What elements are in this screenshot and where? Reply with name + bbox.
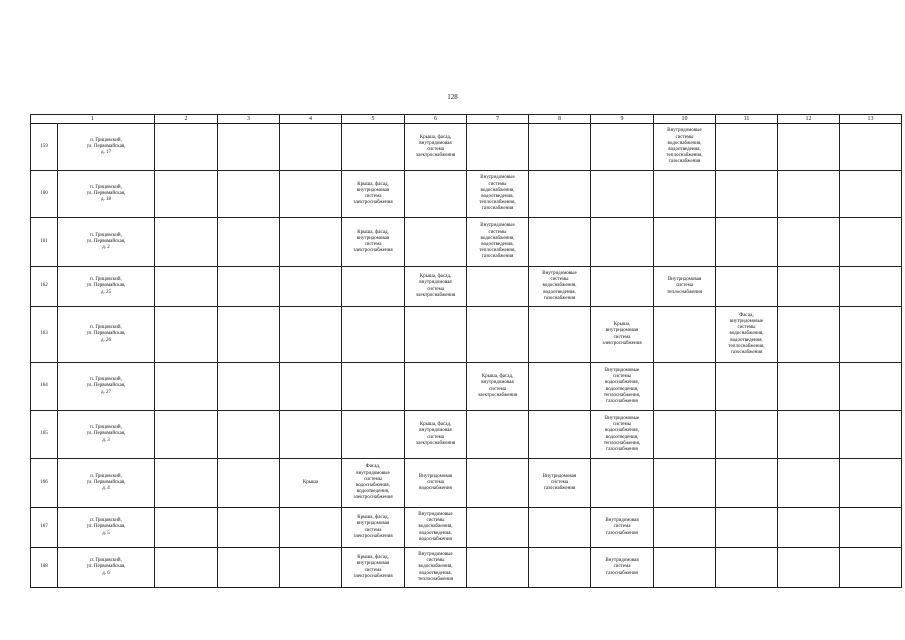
work-cell — [218, 218, 280, 267]
row-number: 164 — [31, 363, 58, 411]
address-cell: п. Грицовский, ул. Первомайская, д. 25 — [58, 267, 155, 307]
table-row — [31, 171, 902, 218]
column-header: 2 — [155, 115, 218, 124]
column-header: 10 — [654, 115, 716, 124]
work-cell — [467, 267, 529, 307]
row-number: 159 — [31, 124, 58, 171]
work-cell — [778, 171, 840, 218]
address-cell: п. Грицовский, ул. Первомайская, д. 18 — [58, 171, 155, 218]
address-cell: п. Грицовский, ул. Первомайская, д. 17 — [58, 124, 155, 171]
work-cell: Внутридомовая система газоснабжения — [591, 548, 654, 588]
work-cell — [591, 459, 654, 508]
work-cell — [280, 171, 342, 218]
work-cell — [778, 459, 840, 508]
column-header: 1 — [31, 115, 155, 124]
work-cell — [155, 508, 218, 548]
work-cell — [342, 307, 405, 363]
work-cell — [218, 124, 280, 171]
work-cell — [716, 459, 778, 508]
work-cell — [218, 508, 280, 548]
work-cell — [529, 307, 591, 363]
work-cell — [155, 459, 218, 508]
work-cell — [654, 363, 716, 411]
work-cell: Крыша, фасад, внутридомовая система электроснабжения — [405, 411, 467, 459]
work-cell — [529, 218, 591, 267]
work-cell — [716, 363, 778, 411]
work-cell — [716, 411, 778, 459]
work-cell: Внутридомовая система газоснабжения — [591, 508, 654, 548]
work-cell — [405, 363, 467, 411]
address-cell: п. Грицовский, ул. Первомайская, д. 27 — [58, 363, 155, 411]
work-cell — [529, 124, 591, 171]
work-cell: Крыша, фасад, внутридомовая система электроснабжения — [467, 363, 529, 411]
work-cell — [155, 307, 218, 363]
work-cell — [840, 171, 902, 218]
work-cell — [467, 411, 529, 459]
work-cell — [840, 267, 902, 307]
column-header: 6 — [405, 115, 467, 124]
work-cell — [654, 307, 716, 363]
work-cell: Внутридомовые системы водоснабжения, водоотведения, газоснабжения — [529, 267, 591, 307]
work-cell: Внутридомовые системы водоснабжения, водоотведения, теплоснабжения, газоснабжения — [654, 124, 716, 171]
work-cell — [155, 124, 218, 171]
work-cell — [778, 307, 840, 363]
work-cell — [778, 363, 840, 411]
work-cell: Внутридомовая система теплоснабжения — [654, 267, 716, 307]
address-cell: п. Грицовский, ул. Первомайская, д. 26 — [58, 307, 155, 363]
work-cell — [840, 363, 902, 411]
work-cell — [467, 124, 529, 171]
work-cell — [716, 218, 778, 267]
work-cell: Крыша, фасад, внутридомовая система электроснабжения — [342, 508, 405, 548]
address-cell: п. Грицовский, ул. Первомайская, д. 4 — [58, 459, 155, 508]
table-row — [31, 548, 902, 588]
work-cell: Крыша, фасад, внутридомовая система электроснабжения — [405, 124, 467, 171]
column-header: 8 — [529, 115, 591, 124]
work-cell — [218, 171, 280, 218]
column-header: 13 — [840, 115, 902, 124]
repair-schedule-table — [30, 114, 902, 588]
work-cell — [778, 218, 840, 267]
work-cell: Внутридомовые системы водоснабжения, водоотведения, водоснабжения — [405, 508, 467, 548]
work-cell — [342, 124, 405, 171]
work-cell — [218, 459, 280, 508]
work-cell — [280, 508, 342, 548]
work-cell: Крыша, фасад, внутридомовая система электроснабжения — [342, 548, 405, 588]
table-row — [31, 508, 902, 548]
work-cell — [840, 218, 902, 267]
column-header: 11 — [716, 115, 778, 124]
work-cell — [591, 267, 654, 307]
work-cell — [716, 548, 778, 588]
work-cell — [155, 363, 218, 411]
work-cell — [716, 171, 778, 218]
row-number: 161 — [31, 218, 58, 267]
work-cell: Внутридомовые системы водоснабжения, водоотведения, теплоснабжения, газоснабжения — [591, 411, 654, 459]
work-cell — [467, 459, 529, 508]
work-cell — [280, 363, 342, 411]
table-row — [31, 218, 902, 267]
work-cell — [529, 171, 591, 218]
work-cell — [654, 508, 716, 548]
row-number: 168 — [31, 548, 58, 588]
column-header: 9 — [591, 115, 654, 124]
work-cell — [342, 363, 405, 411]
work-cell — [218, 267, 280, 307]
work-cell: Внутридомовая система газоснабжения — [529, 459, 591, 508]
work-cell — [280, 307, 342, 363]
row-number: 165 — [31, 411, 58, 459]
work-cell — [840, 307, 902, 363]
work-cell — [280, 218, 342, 267]
work-cell — [342, 411, 405, 459]
work-cell: Внутридомовые системы водоснабжения, водоотведения, теплоснабжения, газоснабжения — [591, 363, 654, 411]
row-number: 162 — [31, 267, 58, 307]
row-number: 167 — [31, 508, 58, 548]
work-cell — [529, 548, 591, 588]
work-cell: Крыша, фасад, внутридомовая система электроснабжения — [342, 218, 405, 267]
column-header: 5 — [342, 115, 405, 124]
table-row — [31, 459, 902, 508]
page-number: 128 — [447, 93, 458, 101]
table-row — [31, 307, 902, 363]
column-header: 4 — [280, 115, 342, 124]
work-cell — [218, 363, 280, 411]
work-cell — [716, 267, 778, 307]
table-body — [31, 115, 902, 588]
work-cell — [654, 218, 716, 267]
row-number: 166 — [31, 459, 58, 508]
address-cell: п. Грицовский, ул. Первомайская, д. 5 — [58, 508, 155, 548]
work-cell: Крыша, внутридомовая система электроснабжения — [591, 307, 654, 363]
work-cell — [778, 548, 840, 588]
work-cell: Фасад, внутридомовые системы водоснабжения, водоотведения, теплоснабжения, газоснабжения — [716, 307, 778, 363]
work-cell — [840, 508, 902, 548]
work-cell — [467, 508, 529, 548]
work-cell — [529, 363, 591, 411]
work-cell — [778, 124, 840, 171]
work-cell — [591, 124, 654, 171]
work-cell: Фасад, внутридомовые системы водоснабжения, водоотведения, электроснабжения — [342, 459, 405, 508]
work-cell: Крыша, фасад, внутридомовая система электроснабжения — [342, 171, 405, 218]
row-number: 160 — [31, 171, 58, 218]
address-cell: п. Грицовский, ул. Первомайская, д. 3 — [58, 411, 155, 459]
work-cell — [840, 459, 902, 508]
work-cell — [654, 171, 716, 218]
work-cell — [280, 411, 342, 459]
row-number: 163 — [31, 307, 58, 363]
work-cell — [716, 124, 778, 171]
work-cell — [218, 548, 280, 588]
work-cell — [778, 411, 840, 459]
work-cell — [716, 508, 778, 548]
work-cell — [467, 307, 529, 363]
work-cell — [155, 218, 218, 267]
work-cell — [778, 508, 840, 548]
work-cell — [654, 548, 716, 588]
table-row — [31, 124, 902, 171]
table-row — [31, 267, 902, 307]
work-cell — [778, 267, 840, 307]
work-cell — [155, 267, 218, 307]
work-cell — [840, 124, 902, 171]
work-cell — [405, 307, 467, 363]
column-header: 12 — [778, 115, 840, 124]
table-row — [31, 363, 902, 411]
table-row — [31, 411, 902, 459]
work-cell — [591, 218, 654, 267]
work-cell — [218, 307, 280, 363]
column-header: 7 — [467, 115, 529, 124]
work-cell — [840, 411, 902, 459]
address-cell: п. Грицовский, ул. Первомайская, д. 2 — [58, 218, 155, 267]
work-cell — [840, 548, 902, 588]
work-cell — [529, 508, 591, 548]
work-cell: Крыша, фасад, внутридомовая система электроснабжения — [405, 267, 467, 307]
address-cell: п. Грицовский, ул. Первомайская, д. 6 — [58, 548, 155, 588]
work-cell — [280, 124, 342, 171]
work-cell — [591, 171, 654, 218]
work-cell: Внутридомовые системы водоснабжения, водоотведения, теплоснабжения, газоснабжения — [467, 171, 529, 218]
work-cell — [529, 411, 591, 459]
work-cell — [405, 171, 467, 218]
work-cell: Внутридомовая система водоснабжения — [405, 459, 467, 508]
work-cell — [280, 548, 342, 588]
work-cell — [155, 548, 218, 588]
column-header: 3 — [218, 115, 280, 124]
work-cell — [467, 548, 529, 588]
work-cell — [218, 411, 280, 459]
work-cell — [155, 171, 218, 218]
work-cell: Крыша — [280, 459, 342, 508]
header-row — [31, 115, 902, 124]
work-cell — [654, 411, 716, 459]
work-cell — [654, 459, 716, 508]
work-cell — [405, 218, 467, 267]
work-cell — [280, 267, 342, 307]
work-cell: Внутридомовые системы водоснабжения, водоотведения, теплоснабжения, газоснабжения — [467, 218, 529, 267]
work-cell — [342, 267, 405, 307]
work-cell — [155, 411, 218, 459]
work-cell: Внутридомовые системы водоснабжения, водоотведения, теплоснабжения — [405, 548, 467, 588]
